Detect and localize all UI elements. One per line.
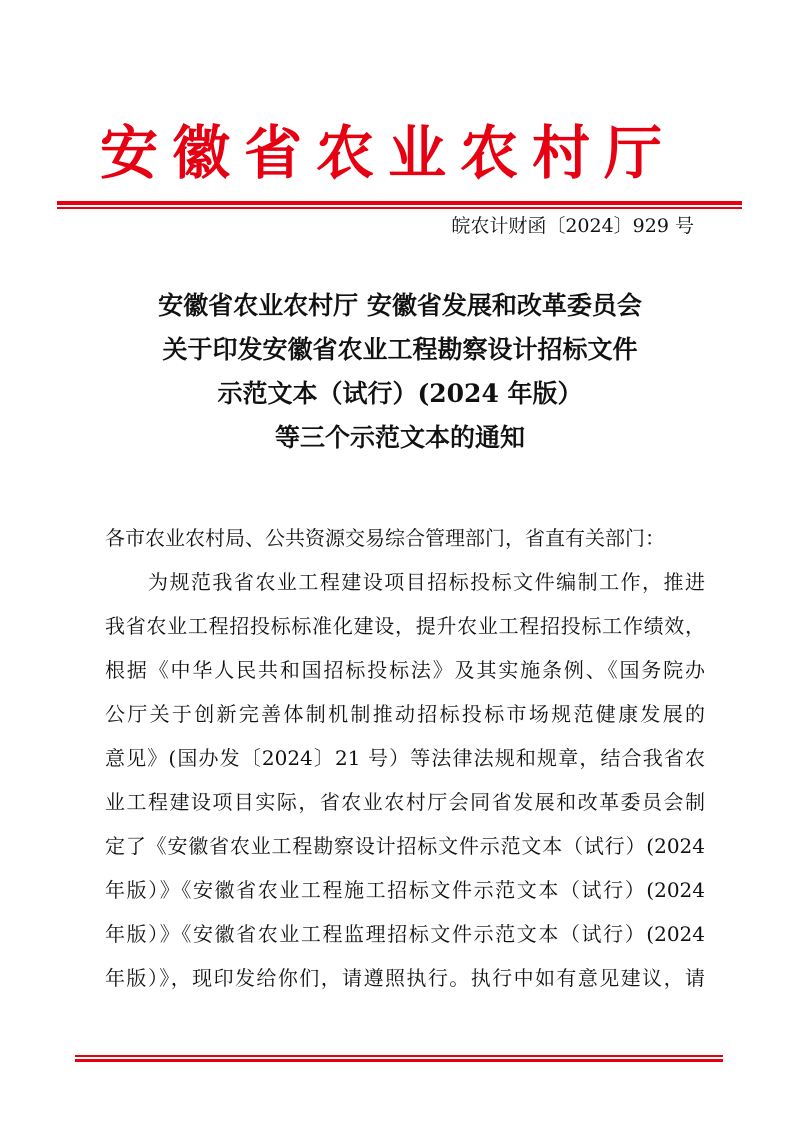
header-divider-thick: [57, 201, 742, 205]
body-line: 年版）》《安徽省农业工程施工招标文件示范文本（试行）(2024: [105, 878, 705, 902]
footer-divider-thin: [75, 1055, 723, 1057]
footer-divider-thick: [75, 1059, 723, 1062]
body-line: 年版）》，现印发给你们，请遵照执行。执行中如有意见建议，请: [105, 966, 705, 990]
salutation: 各市农业农村局、公共资源交易综合管理部门，省直有关部门：: [105, 526, 665, 550]
document-number: 皖农计财函〔2024〕929 号: [451, 215, 694, 237]
body-line: 定了《安徽省农业工程勘察设计招标文件示范文本（试行）(2024: [105, 834, 705, 858]
organization-header: 安徽省农业农村厅: [100, 119, 677, 187]
document-title: [0, 284, 800, 460]
title-line: 等三个示范文本的通知: [274, 423, 525, 452]
body-line: 公厅关于创新完善体制机制推动招标投标市场规范健康发展的: [105, 702, 705, 726]
body-line: 年版）》《安徽省农业工程监理招标文件示范文本（试行）(2024: [105, 922, 705, 946]
title-line: 关于印发安徽省农业工程勘察设计招标文件: [162, 335, 638, 364]
body-line: 意见》(国办发〔2024〕21 号）等法律法规和规章，结合我省农: [105, 746, 705, 770]
title-line: 示范文本（试行）(2024 年版）: [217, 379, 583, 408]
body-line: 我省农业工程招投标标准化建设，提升农业工程招投标工作绩效，: [105, 614, 705, 638]
body-line: 根据《中华人民共和国招标投标法》及其实施条例、《国务院办: [105, 658, 705, 682]
header-divider-thin: [57, 207, 742, 209]
title-line: 安徽省农业农村厅 安徽省发展和改革委员会: [158, 291, 642, 320]
body-line: 为规范我省农业工程建设项目招标投标文件编制工作，推进: [105, 570, 705, 594]
document-body: [105, 516, 705, 1000]
body-line: 业工程建设项目实际，省农业农村厅会同省发展和改革委员会制: [105, 790, 705, 814]
